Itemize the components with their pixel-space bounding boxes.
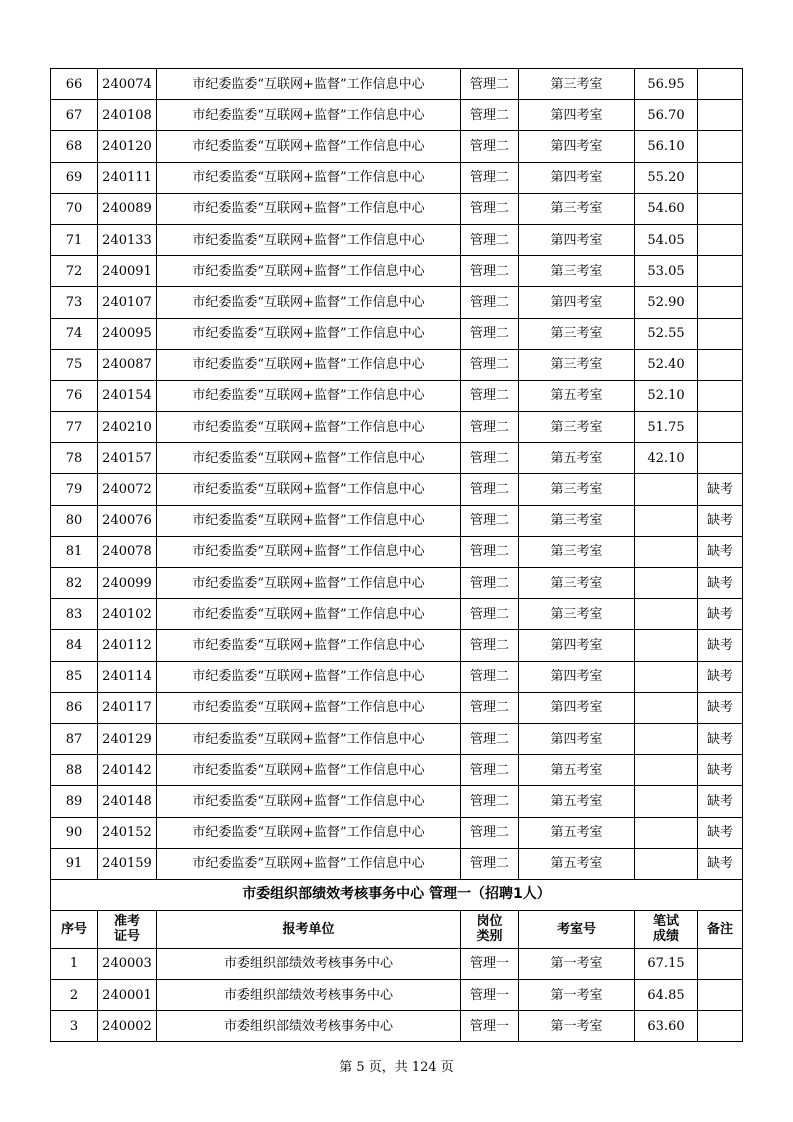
post-type: 管理二 xyxy=(461,380,519,411)
post-type: 管理二 xyxy=(461,224,519,255)
table-row xyxy=(51,69,743,100)
exam-room: 第五考室 xyxy=(519,380,635,411)
exam-id: 240152 xyxy=(98,817,157,848)
header-no: 序号 xyxy=(51,910,98,948)
written-score: 52.90 xyxy=(635,287,698,318)
header-row xyxy=(51,910,743,948)
post-type: 管理二 xyxy=(461,755,519,786)
post-type: 管理二 xyxy=(461,131,519,162)
exam-id: 240159 xyxy=(98,848,157,879)
row-no: 88 xyxy=(51,755,98,786)
exam-room: 第五考室 xyxy=(519,755,635,786)
row-no: 76 xyxy=(51,380,98,411)
applied-unit: 市纪委监委“互联网+监督”工作信息中心 xyxy=(157,848,461,879)
exam-room: 第四考室 xyxy=(519,287,635,318)
remark: 缺考 xyxy=(698,755,743,786)
table-row xyxy=(51,948,743,979)
written-score xyxy=(635,817,698,848)
exam-room: 第四考室 xyxy=(519,131,635,162)
applied-unit: 市纪委监委“互联网+监督”工作信息中心 xyxy=(157,256,461,287)
exam-id: 240076 xyxy=(98,505,157,536)
applied-unit: 市纪委监委“互联网+监督”工作信息中心 xyxy=(157,318,461,349)
remark: 缺考 xyxy=(698,630,743,661)
table-row xyxy=(51,224,743,255)
written-score: 63.60 xyxy=(635,1011,698,1042)
written-score xyxy=(635,599,698,630)
exam-id: 240154 xyxy=(98,380,157,411)
remark: 缺考 xyxy=(698,817,743,848)
written-score: 56.95 xyxy=(635,69,698,100)
remark: 缺考 xyxy=(698,692,743,723)
header-room: 考室号 xyxy=(519,910,635,948)
post-type: 管理二 xyxy=(461,256,519,287)
page-footer: 第 5 页，共 124 页 xyxy=(339,1060,454,1075)
row-no: 90 xyxy=(51,817,98,848)
exam-id: 240072 xyxy=(98,474,157,505)
exam-id: 240074 xyxy=(98,69,157,100)
row-no: 3 xyxy=(51,1011,98,1042)
header-score xyxy=(635,910,698,948)
exam-id: 240142 xyxy=(98,755,157,786)
exam-room: 第一考室 xyxy=(519,980,635,1011)
table-row xyxy=(51,131,743,162)
remark xyxy=(698,980,743,1011)
exam-id: 240111 xyxy=(98,162,157,193)
exam-id: 240089 xyxy=(98,193,157,224)
exam-room: 第五考室 xyxy=(519,786,635,817)
applied-unit: 市纪委监委“互联网+监督”工作信息中心 xyxy=(157,661,461,692)
row-no: 67 xyxy=(51,100,98,131)
post-type: 管理二 xyxy=(461,505,519,536)
written-score: 54.60 xyxy=(635,193,698,224)
written-score: 54.05 xyxy=(635,224,698,255)
applied-unit: 市委组织部绩效考核事务中心 xyxy=(157,948,461,979)
row-no: 87 xyxy=(51,723,98,754)
row-no: 84 xyxy=(51,630,98,661)
table-row xyxy=(51,599,743,630)
applied-unit: 市纪委监委“互联网+监督”工作信息中心 xyxy=(157,630,461,661)
written-score: 52.55 xyxy=(635,318,698,349)
exam-id: 240108 xyxy=(98,100,157,131)
remark xyxy=(698,349,743,380)
exam-id: 240112 xyxy=(98,630,157,661)
exam-id: 240157 xyxy=(98,443,157,474)
written-score xyxy=(635,692,698,723)
exam-id: 240087 xyxy=(98,349,157,380)
exam-id: 240133 xyxy=(98,224,157,255)
row-no: 82 xyxy=(51,568,98,599)
row-no: 69 xyxy=(51,162,98,193)
post-type: 管理二 xyxy=(461,723,519,754)
exam-room: 第五考室 xyxy=(519,443,635,474)
table-row xyxy=(51,848,743,879)
table-row xyxy=(51,536,743,567)
header-id-text: 准考证号 xyxy=(113,914,140,945)
applied-unit: 市纪委监委“互联网+监督”工作信息中心 xyxy=(157,599,461,630)
applied-unit: 市纪委监委“互联网+监督”工作信息中心 xyxy=(157,474,461,505)
written-score xyxy=(635,568,698,599)
remark xyxy=(698,131,743,162)
post-type: 管理二 xyxy=(461,349,519,380)
remark xyxy=(698,224,743,255)
table-row xyxy=(51,349,743,380)
exam-room: 第四考室 xyxy=(519,100,635,131)
row-no: 1 xyxy=(51,948,98,979)
row-no: 75 xyxy=(51,349,98,380)
remark: 缺考 xyxy=(698,474,743,505)
row-no: 71 xyxy=(51,224,98,255)
section-title-row xyxy=(51,879,743,910)
post-type: 管理二 xyxy=(461,817,519,848)
table-row xyxy=(51,755,743,786)
applied-unit: 市纪委监委“互联网+监督”工作信息中心 xyxy=(157,193,461,224)
exam-id: 240114 xyxy=(98,661,157,692)
applied-unit: 市纪委监委“互联网+监督”工作信息中心 xyxy=(157,69,461,100)
exam-id: 240129 xyxy=(98,723,157,754)
applied-unit: 市纪委监委“互联网+监督”工作信息中心 xyxy=(157,162,461,193)
post-type: 管理二 xyxy=(461,848,519,879)
exam-room: 第四考室 xyxy=(519,630,635,661)
post-type: 管理二 xyxy=(461,69,519,100)
applied-unit: 市纪委监委“互联网+监督”工作信息中心 xyxy=(157,817,461,848)
table-row xyxy=(51,505,743,536)
applied-unit: 市纪委监委“互联网+监督”工作信息中心 xyxy=(157,755,461,786)
table-row xyxy=(51,692,743,723)
written-score xyxy=(635,755,698,786)
exam-room: 第五考室 xyxy=(519,848,635,879)
written-score: 56.70 xyxy=(635,100,698,131)
post-type: 管理二 xyxy=(461,443,519,474)
post-type: 管理二 xyxy=(461,786,519,817)
post-type: 管理一 xyxy=(461,1011,519,1042)
post-type: 管理二 xyxy=(461,318,519,349)
table-row xyxy=(51,630,743,661)
header-note: 备注 xyxy=(698,910,743,948)
top-rows xyxy=(51,69,743,880)
remark xyxy=(698,69,743,100)
header-unit: 报考单位 xyxy=(157,910,461,948)
exam-id: 240003 xyxy=(98,948,157,979)
table-row xyxy=(51,287,743,318)
exam-room: 第三考室 xyxy=(519,256,635,287)
remark: 缺考 xyxy=(698,599,743,630)
remark: 缺考 xyxy=(698,505,743,536)
remark xyxy=(698,193,743,224)
exam-id: 240117 xyxy=(98,692,157,723)
remark xyxy=(698,412,743,443)
row-no: 81 xyxy=(51,536,98,567)
written-score: 52.10 xyxy=(635,380,698,411)
post-type: 管理二 xyxy=(461,692,519,723)
post-type: 管理二 xyxy=(461,599,519,630)
written-score xyxy=(635,474,698,505)
row-no: 74 xyxy=(51,318,98,349)
table-row xyxy=(51,568,743,599)
table-row xyxy=(51,256,743,287)
post-type: 管理二 xyxy=(461,193,519,224)
applied-unit: 市纪委监委“互联网+监督”工作信息中心 xyxy=(157,568,461,599)
table-row xyxy=(51,193,743,224)
written-score: 67.15 xyxy=(635,948,698,979)
header-post xyxy=(461,910,519,948)
table-row xyxy=(51,723,743,754)
written-score xyxy=(635,786,698,817)
exam-id: 240078 xyxy=(98,536,157,567)
table-row xyxy=(51,786,743,817)
row-no: 72 xyxy=(51,256,98,287)
results-table xyxy=(50,68,743,1042)
exam-id: 240107 xyxy=(98,287,157,318)
remark: 缺考 xyxy=(698,786,743,817)
remark xyxy=(698,256,743,287)
written-score xyxy=(635,661,698,692)
header-score-text: 笔试成绩 xyxy=(652,914,679,945)
applied-unit: 市纪委监委“互联网+监督”工作信息中心 xyxy=(157,100,461,131)
table-row xyxy=(51,661,743,692)
table-row xyxy=(51,474,743,505)
row-no: 70 xyxy=(51,193,98,224)
applied-unit: 市纪委监委“互联网+监督”工作信息中心 xyxy=(157,536,461,567)
post-type: 管理二 xyxy=(461,100,519,131)
remark xyxy=(698,287,743,318)
table-row xyxy=(51,817,743,848)
exam-id: 240002 xyxy=(98,1011,157,1042)
applied-unit: 市纪委监委“互联网+监督”工作信息中心 xyxy=(157,505,461,536)
exam-room: 第三考室 xyxy=(519,599,635,630)
written-score: 52.40 xyxy=(635,349,698,380)
exam-room: 第三考室 xyxy=(519,412,635,443)
table-row xyxy=(51,412,743,443)
post-type: 管理二 xyxy=(461,536,519,567)
remark: 缺考 xyxy=(698,568,743,599)
table-row xyxy=(51,162,743,193)
exam-id: 240099 xyxy=(98,568,157,599)
applied-unit: 市委组织部绩效考核事务中心 xyxy=(157,980,461,1011)
row-no: 78 xyxy=(51,443,98,474)
exam-id: 240102 xyxy=(98,599,157,630)
written-score: 56.10 xyxy=(635,131,698,162)
exam-id: 240001 xyxy=(98,980,157,1011)
remark xyxy=(698,1011,743,1042)
written-score: 51.75 xyxy=(635,412,698,443)
exam-room: 第四考室 xyxy=(519,723,635,754)
exam-room: 第三考室 xyxy=(519,318,635,349)
remark xyxy=(698,948,743,979)
row-no: 66 xyxy=(51,69,98,100)
exam-room: 第五考室 xyxy=(519,817,635,848)
row-no: 68 xyxy=(51,131,98,162)
row-no: 85 xyxy=(51,661,98,692)
remark: 缺考 xyxy=(698,536,743,567)
written-score xyxy=(635,723,698,754)
applied-unit: 市纪委监委“互联网+监督”工作信息中心 xyxy=(157,412,461,443)
exam-room: 第三考室 xyxy=(519,474,635,505)
row-no: 73 xyxy=(51,287,98,318)
exam-room: 第三考室 xyxy=(519,69,635,100)
post-type: 管理二 xyxy=(461,162,519,193)
post-type: 管理二 xyxy=(461,287,519,318)
table-row xyxy=(51,100,743,131)
remark: 缺考 xyxy=(698,848,743,879)
table-row xyxy=(51,318,743,349)
exam-id: 240148 xyxy=(98,786,157,817)
applied-unit: 市纪委监委“互联网+监督”工作信息中心 xyxy=(157,380,461,411)
exam-room: 第三考室 xyxy=(519,568,635,599)
applied-unit: 市纪委监委“互联网+监督”工作信息中心 xyxy=(157,723,461,754)
table-row xyxy=(51,380,743,411)
remark: 缺考 xyxy=(698,723,743,754)
row-no: 83 xyxy=(51,599,98,630)
exam-room: 第三考室 xyxy=(519,193,635,224)
post-type: 管理二 xyxy=(461,568,519,599)
applied-unit: 市纪委监委“互联网+监督”工作信息中心 xyxy=(157,786,461,817)
applied-unit: 市委组织部绩效考核事务中心 xyxy=(157,1011,461,1042)
table-row xyxy=(51,980,743,1011)
exam-room: 第三考室 xyxy=(519,505,635,536)
exam-id: 240120 xyxy=(98,131,157,162)
section-block xyxy=(51,879,743,948)
row-no: 79 xyxy=(51,474,98,505)
section-title: 市委组织部绩效考核事务中心 管理一（招聘1人） xyxy=(51,879,743,910)
written-score: 55.20 xyxy=(635,162,698,193)
header-post-text: 岗位类别 xyxy=(476,914,503,945)
applied-unit: 市纪委监委“互联网+监督”工作信息中心 xyxy=(157,349,461,380)
applied-unit: 市纪委监委“互联网+监督”工作信息中心 xyxy=(157,224,461,255)
exam-room: 第三考室 xyxy=(519,349,635,380)
exam-room: 第四考室 xyxy=(519,692,635,723)
remark: 缺考 xyxy=(698,661,743,692)
written-score xyxy=(635,536,698,567)
written-score: 53.05 xyxy=(635,256,698,287)
post-type: 管理一 xyxy=(461,948,519,979)
written-score xyxy=(635,630,698,661)
row-no: 2 xyxy=(51,980,98,1011)
table-row xyxy=(51,443,743,474)
applied-unit: 市纪委监委“互联网+监督”工作信息中心 xyxy=(157,443,461,474)
post-type: 管理二 xyxy=(461,474,519,505)
bottom-rows xyxy=(51,948,743,1042)
written-score: 42.10 xyxy=(635,443,698,474)
exam-room: 第四考室 xyxy=(519,661,635,692)
remark xyxy=(698,100,743,131)
applied-unit: 市纪委监委“互联网+监督”工作信息中心 xyxy=(157,287,461,318)
post-type: 管理二 xyxy=(461,630,519,661)
exam-room: 第四考室 xyxy=(519,224,635,255)
row-no: 77 xyxy=(51,412,98,443)
written-score xyxy=(635,505,698,536)
row-no: 91 xyxy=(51,848,98,879)
exam-room: 第一考室 xyxy=(519,1011,635,1042)
post-type: 管理一 xyxy=(461,980,519,1011)
written-score: 64.85 xyxy=(635,980,698,1011)
remark xyxy=(698,380,743,411)
post-type: 管理二 xyxy=(461,412,519,443)
applied-unit: 市纪委监委“互联网+监督”工作信息中心 xyxy=(157,131,461,162)
exam-room: 第三考室 xyxy=(519,536,635,567)
table-row xyxy=(51,1011,743,1042)
written-score xyxy=(635,848,698,879)
applied-unit: 市纪委监委“互联网+监督”工作信息中心 xyxy=(157,692,461,723)
exam-room: 第一考室 xyxy=(519,948,635,979)
row-no: 89 xyxy=(51,786,98,817)
exam-id: 240095 xyxy=(98,318,157,349)
post-type: 管理二 xyxy=(461,661,519,692)
row-no: 80 xyxy=(51,505,98,536)
exam-id: 240210 xyxy=(98,412,157,443)
remark xyxy=(698,318,743,349)
row-no: 86 xyxy=(51,692,98,723)
exam-room: 第四考室 xyxy=(519,162,635,193)
exam-id: 240091 xyxy=(98,256,157,287)
header-id xyxy=(98,910,157,948)
remark xyxy=(698,162,743,193)
remark xyxy=(698,443,743,474)
